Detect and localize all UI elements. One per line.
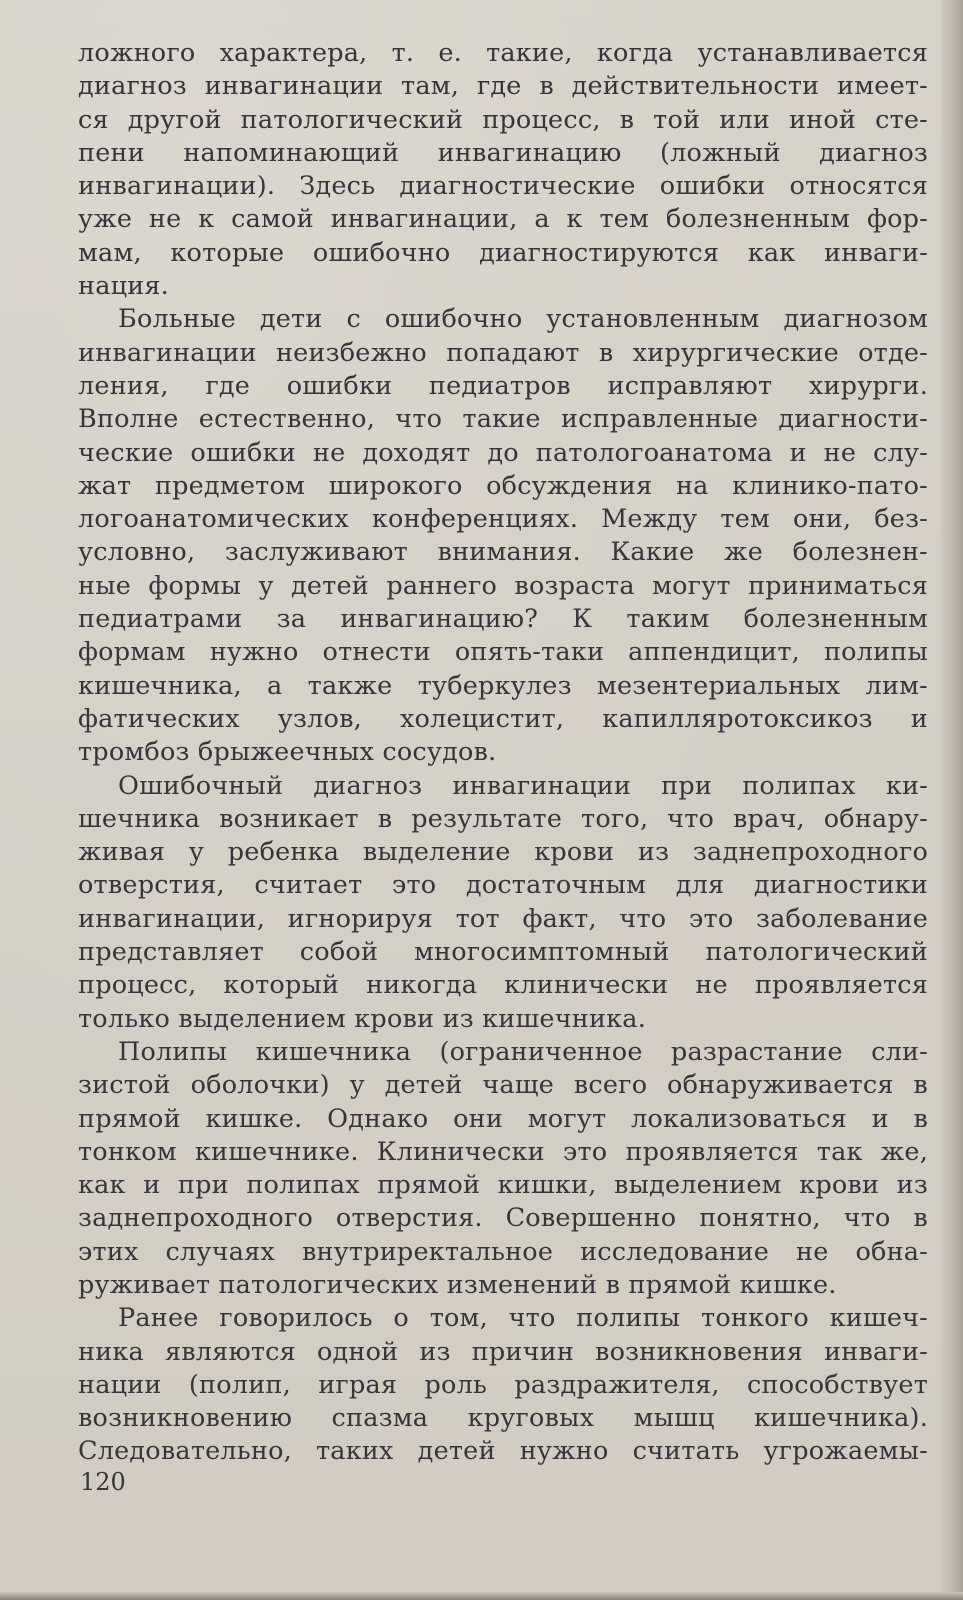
text-line: ные формы у детей раннего возраста могут приниматься <box>78 570 928 601</box>
body-text <box>78 37 928 1469</box>
text-line: Ошибочный диагноз инвагинации при полипах ки- <box>118 770 928 801</box>
text-line: представляет собой многосимптомный патологический <box>78 937 928 968</box>
text-line: Следовательно, таких детей нужно считать угрожаемы- <box>78 1436 928 1467</box>
text-line: инвагинации неизбежно попадают в хирургические отде- <box>78 337 928 368</box>
text-line: как и при полипах прямой кишки, выделением крови из <box>78 1170 928 1201</box>
page-number: 120 <box>80 1468 126 1496</box>
text-line: ложного характера, т. е. такие, когда устанавливается <box>78 38 928 68</box>
text-line: педиатрами за инвагинацию? К таким болезненным <box>78 604 928 635</box>
text-line: зистой оболочки) у детей чаще всего обнаруживается в <box>78 1070 928 1101</box>
text-line: Ранее говорилось о том, что полипы тонкого кишеч- <box>118 1303 928 1334</box>
text-line: отверстия, считает это достаточным для диагностики <box>78 870 928 901</box>
text-line: нация. <box>78 271 169 302</box>
text-line: этих случаях внутриректальное исследование не обна- <box>78 1236 928 1267</box>
text-line: формам нужно отнести опять-таки аппендицит, полипы <box>78 637 928 668</box>
page-edge-shadow <box>941 0 963 1600</box>
text-line: заднепроходного отверстия. Совершенно понятно, что в <box>78 1203 928 1234</box>
text-line: Больные дети с ошибочно установленным диагнозом <box>118 304 928 335</box>
text-line: Вполне естественно, что такие исправленные диагности- <box>78 404 928 435</box>
text-line: нации (полип, играя роль раздражителя, способствует <box>78 1369 928 1400</box>
paragraph-3 <box>78 770 928 1036</box>
text-line: фатических узлов, холецистит, капилляротоксикоз и <box>78 703 928 734</box>
paragraph-2 <box>78 303 928 769</box>
text-line: прямой кишке. Однако они могут локализоваться и в <box>78 1103 928 1134</box>
text-line: Полипы кишечника (ограниченное разрастание сли- <box>118 1036 928 1067</box>
text-line: тонком кишечнике. Клинически это проявляется так же, <box>78 1136 928 1167</box>
text-line: ления, где ошибки педиатров исправляют хирурги. <box>78 370 928 401</box>
text-line: мам, которые ошибочно диагностируются как инваги- <box>78 237 928 268</box>
paragraph-1 <box>78 37 928 303</box>
text-line: только выделением крови из кишечника. <box>78 1003 647 1034</box>
text-line: уже не к самой инвагинации, а к тем болезненным фор- <box>78 204 928 235</box>
text-line: процесс, который никогда клинически не проявляется <box>78 970 928 1001</box>
text-line: тромбоз брыжеечных сосудов. <box>78 737 497 768</box>
text-line: логоанатомических конференциях. Между тем они, без- <box>78 504 928 535</box>
text-line: руживает патологических изменений в прямой кишке. <box>78 1269 837 1300</box>
paragraph-4 <box>78 1036 928 1302</box>
text-line: жат предметом широкого обсуждения на клинико-пато- <box>78 470 928 501</box>
paragraph-5 <box>78 1302 928 1468</box>
text-line: живая у ребенка выделение крови из заднепроходного <box>78 837 928 868</box>
text-line: инвагинации, игнорируя тот факт, что это заболевание <box>78 903 928 934</box>
text-line: ческие ошибки не доходят до патологоанатома и не слу- <box>78 437 928 468</box>
text-line: ника являются одной из причин возникновения инваги- <box>78 1336 928 1367</box>
page-bottom-edge <box>0 1592 963 1600</box>
text-line: шечника возникает в результате того, что врач, обнару- <box>78 803 928 834</box>
text-line: условно, заслуживают внимания. Какие же болезнен- <box>78 537 928 568</box>
text-line: ся другой патологический процесс, в той или иной сте- <box>78 104 928 135</box>
text-line: кишечника, а также туберкулез мезентериальных лим- <box>78 670 928 701</box>
text-line: диагноз инвагинации там, где в действительности имеет- <box>78 71 928 102</box>
text-line: пени напоминающий инвагинацию (ложный диагноз <box>78 137 928 168</box>
text-line: возникновению спазма круговых мышц кишечника). <box>78 1403 928 1434</box>
text-line: инвагинации). Здесь диагностические ошибки относятся <box>78 171 928 202</box>
